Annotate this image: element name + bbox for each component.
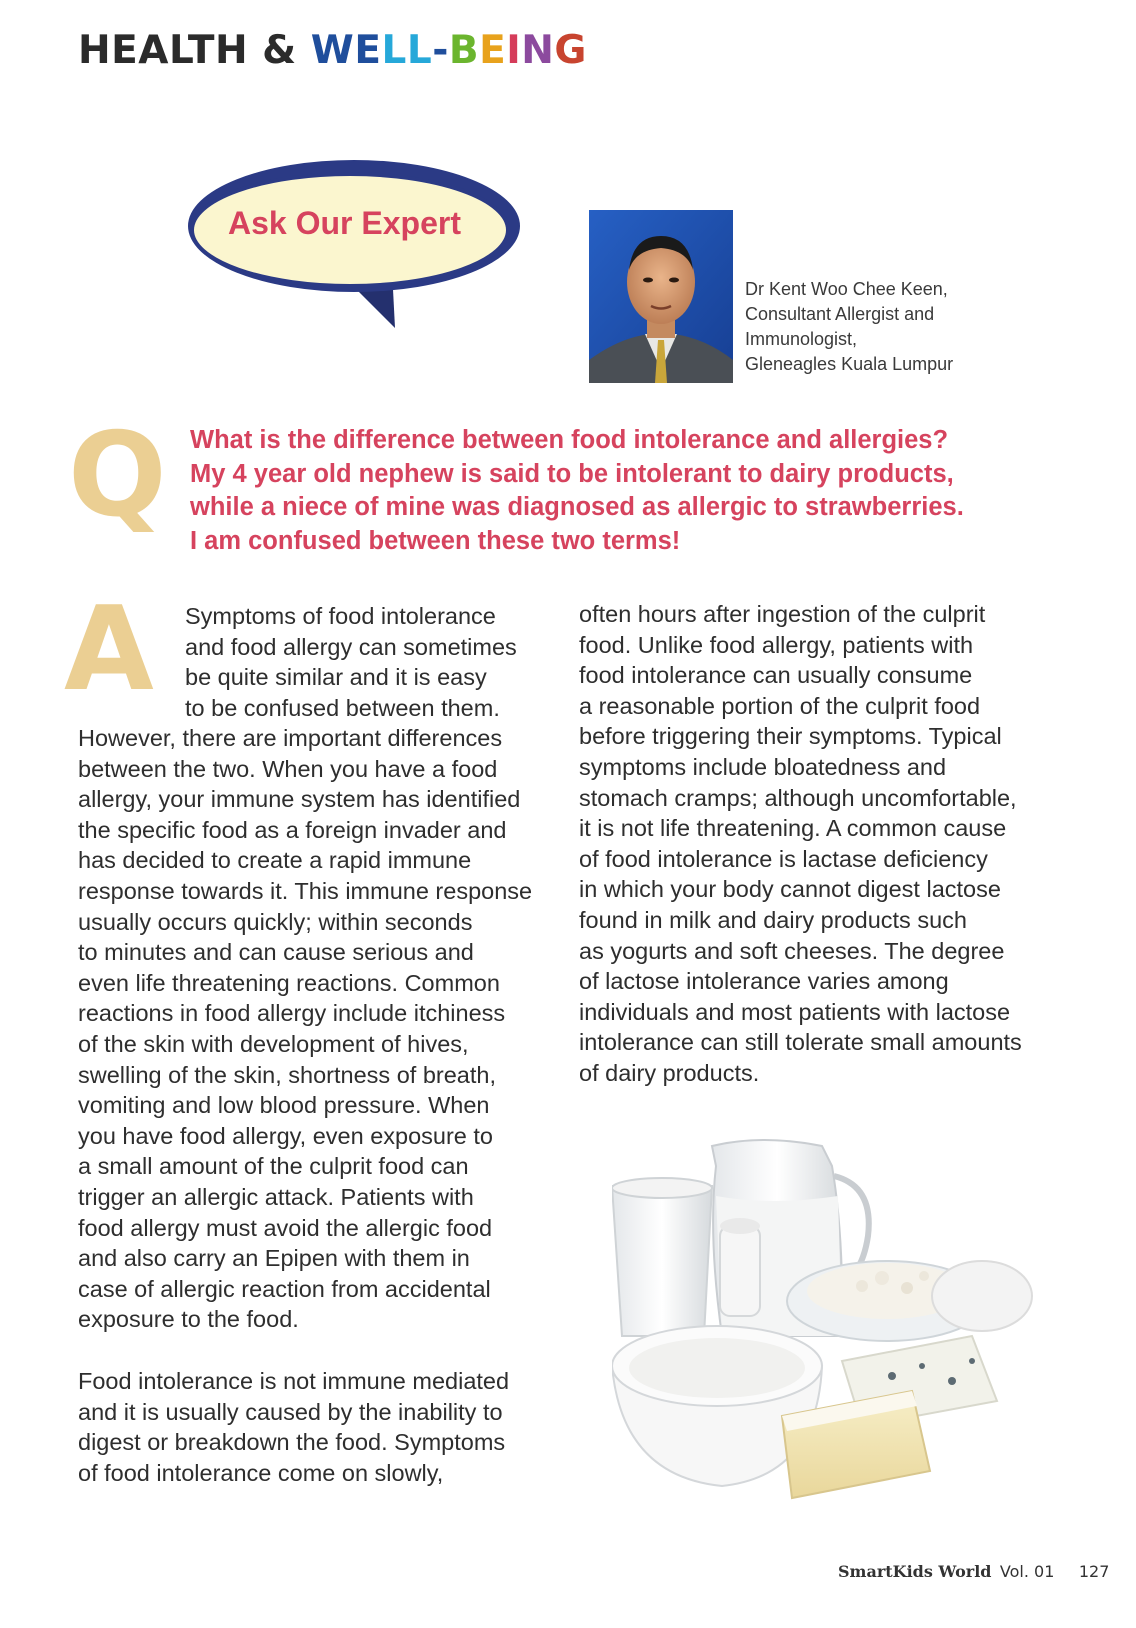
answer-line: case of allergic reaction from accidental [78, 1275, 491, 1302]
answer-line: and it is usually caused by the inability to [78, 1398, 503, 1425]
header-letter: B [448, 28, 480, 73]
answer-line: between the two. When you have a food [78, 755, 498, 782]
answer-line: found in milk and dairy products such [579, 906, 967, 933]
question-line: while a niece of mine was diagnosed as allergic to strawberries. [190, 493, 964, 521]
answer-line: stomach cramps; although uncomfortable, [579, 784, 1017, 811]
header-letter: E [354, 28, 382, 73]
answer-line: has decided to create a rapid immune [78, 847, 472, 874]
answer-line: reactions in food allergy include itchiness [78, 1000, 506, 1027]
answer-line: digest or breakdown the food. Symptoms [78, 1429, 506, 1456]
expert-credentials [745, 277, 985, 377]
expert-portrait [589, 210, 733, 383]
answer-line: allergy, your immune system has identified [78, 786, 521, 813]
answer-intro [185, 601, 517, 723]
question-line: What is the difference between food intolerance and allergies? [190, 426, 949, 454]
answer-line: Symptoms of food intolerance [185, 603, 496, 629]
answer-line: food. Unlike food allergy, patients with [579, 631, 974, 658]
answer-line: a small amount of the culprit food can [78, 1153, 469, 1180]
answer-line: and food allergy can sometimes [185, 633, 517, 660]
header-letter: L [406, 28, 433, 73]
speech-bubble [180, 150, 530, 340]
answer-line: the specific food as a foreign invader and [78, 816, 507, 843]
answer-line: trigger an allergic attack. Patients with [78, 1183, 474, 1210]
dairy-products-photo [612, 1126, 1042, 1538]
answer-column-right [579, 599, 1022, 1089]
answer-paragraph-1 [78, 723, 532, 1335]
answer-line: and also carry an Epipen with them in [78, 1245, 470, 1272]
header-letter: E [479, 28, 507, 73]
expert-info-line: Dr Kent Woo Chee Keen, [745, 279, 948, 299]
expert-info-line: Consultant Allergist and [745, 304, 935, 324]
answer-line: to be confused between them. [185, 694, 500, 721]
header-letter: N [521, 28, 555, 73]
answer-line: intolerance can still tolerate small amounts [579, 1029, 1022, 1056]
expert-info-line: Immunologist, [745, 329, 858, 349]
answer-line: food allergy must avoid the allergic food [78, 1214, 493, 1241]
answer-line: in which your body cannot digest lactose [579, 876, 1001, 903]
answer-line: exposure to the food. [78, 1306, 299, 1333]
answer-line: response towards it. This immune response [78, 877, 533, 904]
ask-our-expert-label: Ask Our Expert [228, 205, 461, 241]
header-letter: - [432, 28, 449, 73]
question-text [190, 424, 1050, 558]
answer-line: However, there are important differences [78, 725, 503, 751]
answer-line: of lactose intolerance varies among [579, 968, 949, 995]
answer-line: symptoms include bloatedness and [579, 753, 947, 780]
page-number: 127 [1078, 1562, 1110, 1581]
answer-line: be quite similar and it is easy [185, 664, 487, 691]
question-line: I am confused between these two terms! [190, 526, 681, 555]
volume-label: Vol. 01 [999, 1562, 1055, 1581]
answer-line: to minutes and can cause serious and [78, 939, 474, 966]
answer-paragraph-2 [78, 1366, 509, 1488]
answer-line: a reasonable portion of the culprit food [579, 692, 981, 719]
header-letter: I [506, 28, 522, 73]
answer-line: Food intolerance is not immune mediated [78, 1368, 510, 1394]
answer-line: it is not life threatening. A common cause [579, 815, 1007, 842]
header-letter: W [310, 28, 355, 73]
answer-line: vomiting and low blood pressure. When [78, 1092, 490, 1119]
answer-line: of food intolerance is lactase deficiency [579, 845, 988, 872]
answer-line: before triggering their symptoms. Typical [579, 723, 1002, 750]
answer-line: often hours after ingestion of the culprit [579, 601, 986, 627]
header-letter: L [381, 28, 407, 73]
answer-line: swelling of the skin, shortness of breath, [78, 1061, 496, 1088]
question-line: My 4 year old nephew is said to be intolerant to dairy products, [190, 459, 954, 488]
expert-info-line: Gleneagles Kuala Lumpur [745, 354, 954, 374]
answer-line: food intolerance can usually consume [579, 662, 973, 689]
section-header [78, 28, 587, 73]
answer-line: of the skin with development of hives, [78, 1030, 469, 1057]
answer-line: of food intolerance come on slowly, [78, 1459, 444, 1486]
magazine-name: SmartKids World [838, 1562, 992, 1581]
answer-line: as yogurts and soft cheeses. The degree [579, 937, 1005, 964]
answer-line: even life threatening reactions. Common [78, 969, 500, 996]
answer-line: individuals and most patients with lactose [579, 998, 1011, 1025]
question-drop-letter: Q [68, 408, 167, 543]
header-letter: HEALTH & [78, 28, 311, 73]
answer-drop-letter: A [64, 582, 154, 717]
page-footer [838, 1562, 1109, 1582]
answer-line: of dairy products. [579, 1059, 760, 1086]
answer-line: you have food allergy, even exposure to [78, 1122, 494, 1149]
header-letter: G [554, 28, 587, 73]
answer-line: usually occurs quickly; within seconds [78, 908, 473, 935]
